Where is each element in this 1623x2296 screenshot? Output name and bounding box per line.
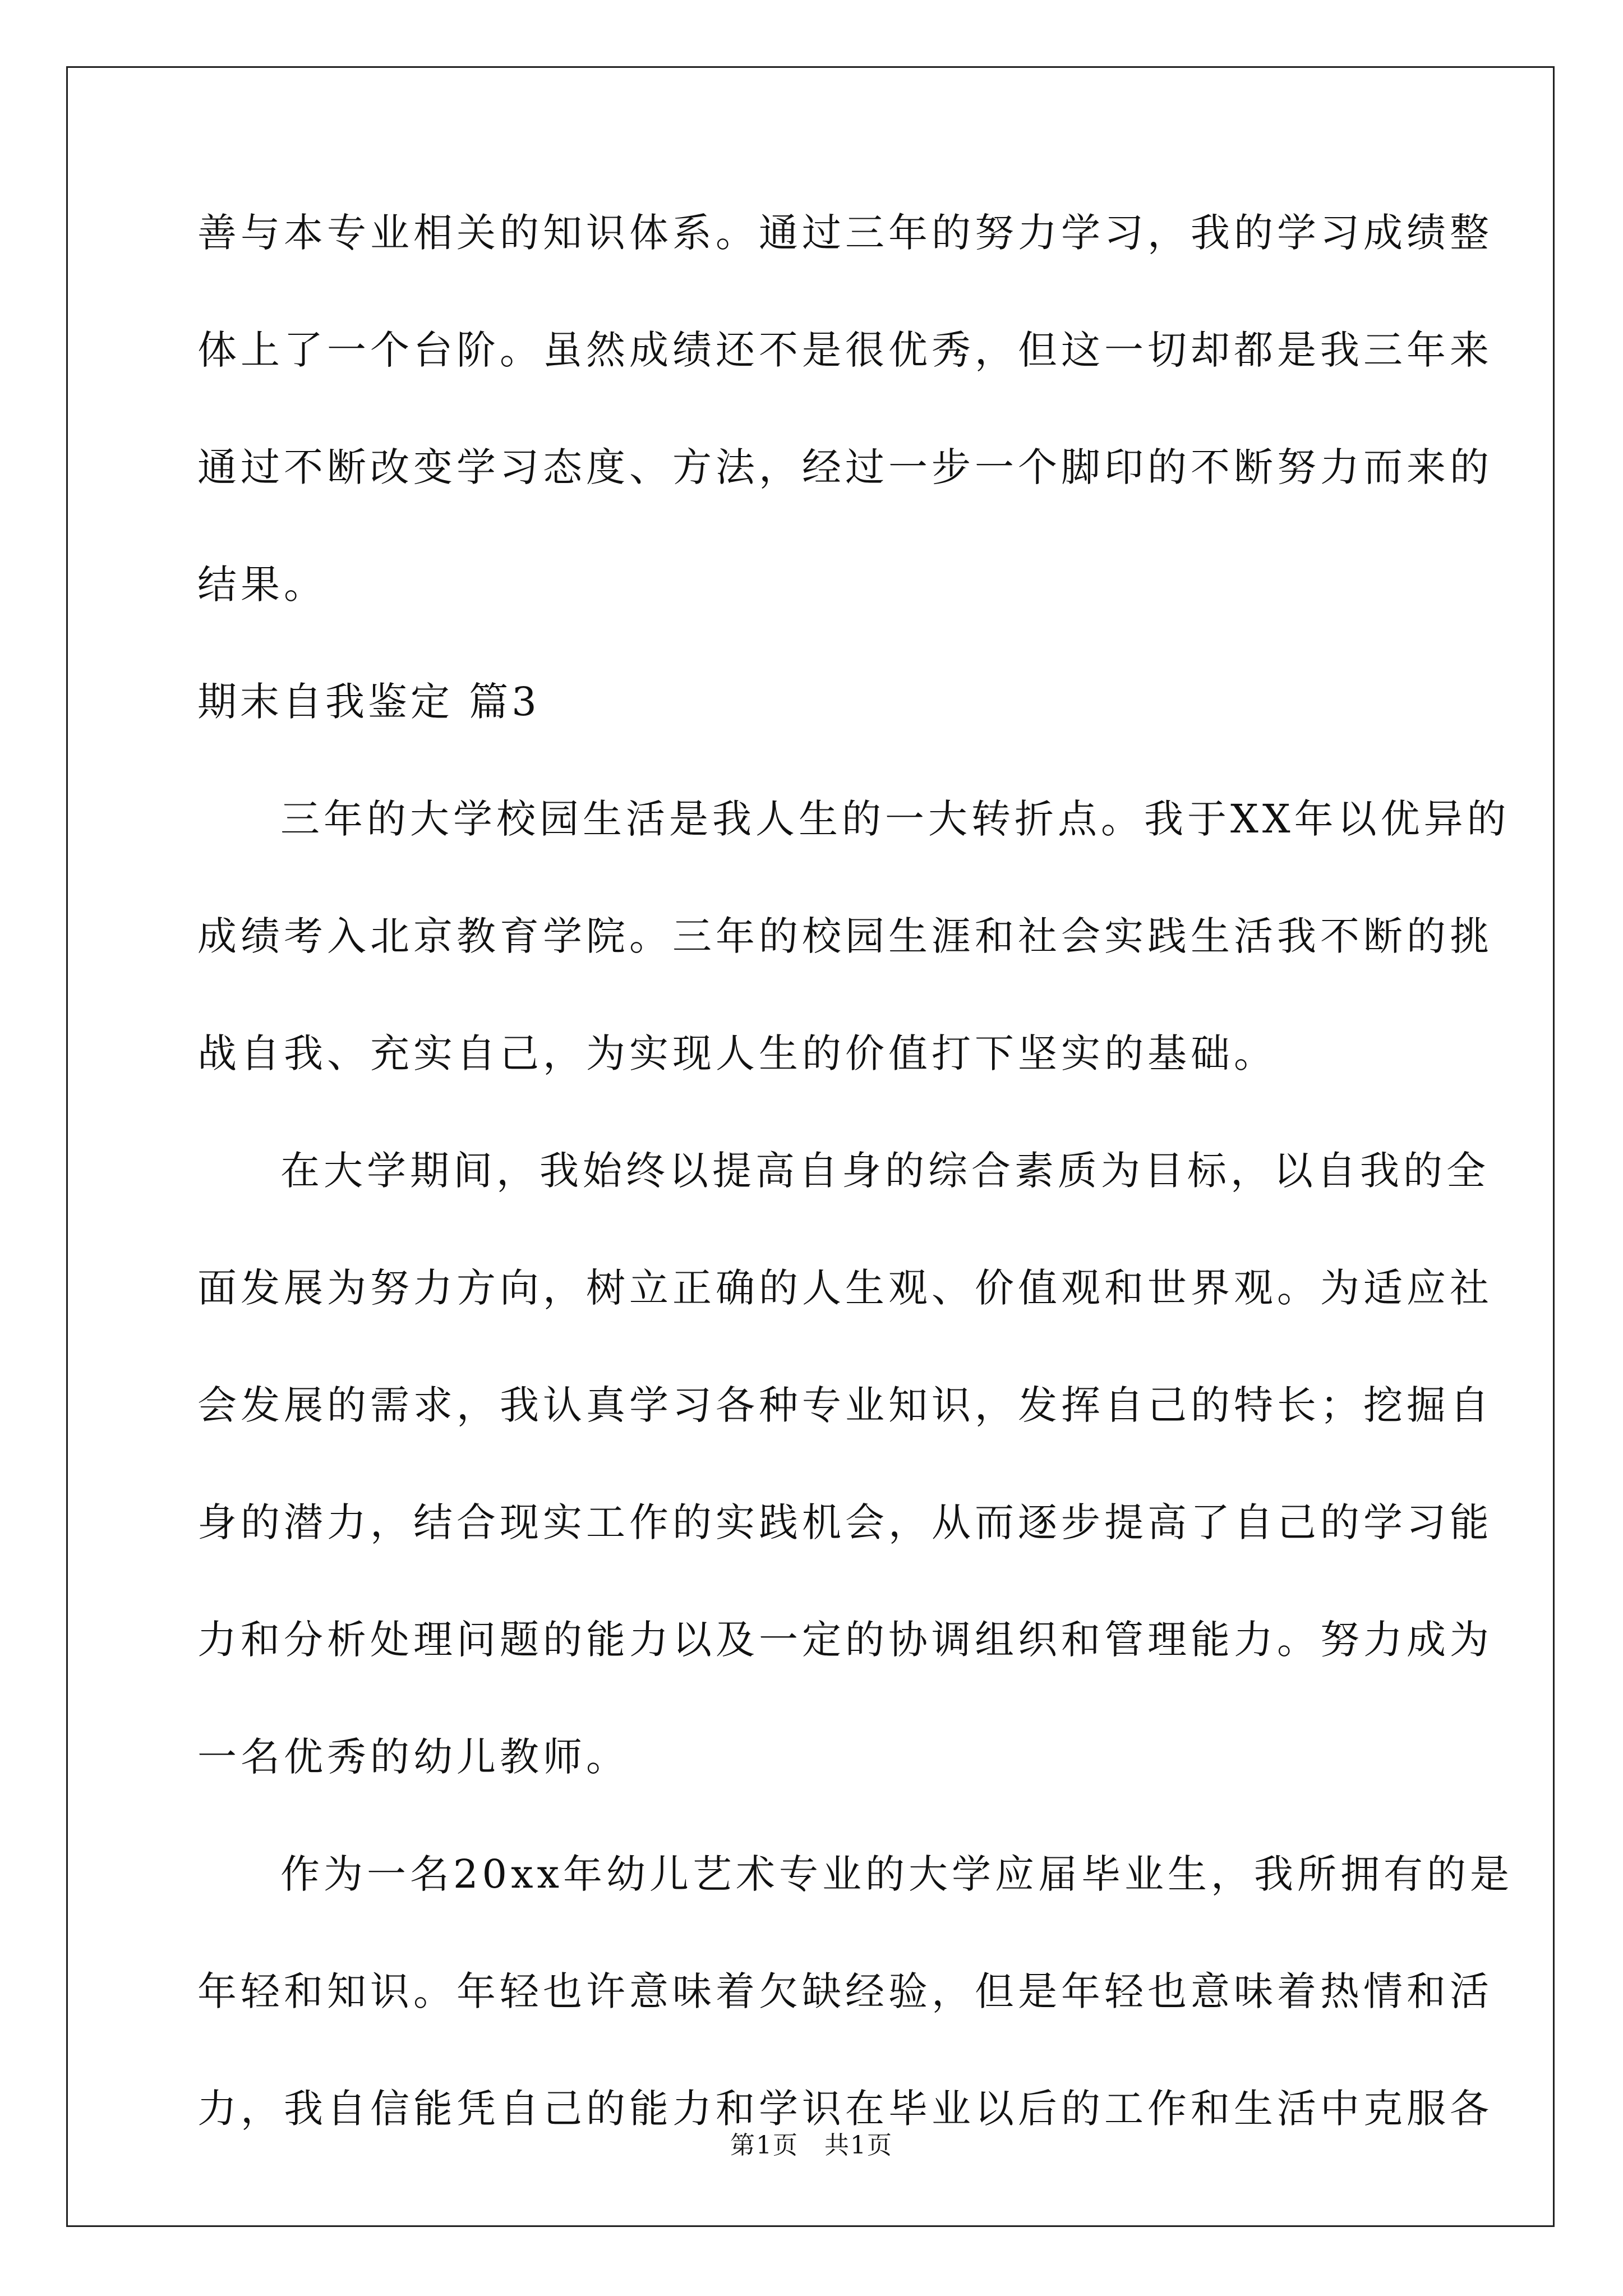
paragraph-line: 身的潜力，结合现实工作的实践机会，从而逐步提高了自己的学习能 — [197, 1499, 1493, 1545]
paragraph-line: 力和分析处理问题的能力以及一定的协调组织和管理能力。努力成为 — [197, 1617, 1493, 1663]
paragraph-line: 三年的大学校园生活是我人生的一大转折点。我于XX年以优异的 — [280, 796, 1510, 842]
paragraph-line: 面发展为努力方向，树立正确的人生观、价值观和世界观。为适应社 — [197, 1265, 1493, 1311]
paragraph-line: 战自我、充实自己，为实现人生的价值打下坚实的基础。 — [197, 1030, 1277, 1076]
text-line: 通过不断改变学习态度、方法，经过一步一个脚印的不断努力而来的 — [197, 444, 1493, 490]
paragraph-line: 在大学期间，我始终以提高自身的综合素质为目标，以自我的全 — [280, 1148, 1490, 1194]
paragraph-line: 作为一名20xx年幼儿艺术专业的大学应届毕业生，我所拥有的是 — [280, 1851, 1514, 1897]
text-line: 结果。 — [197, 562, 327, 608]
paragraph-line: 力，我自信能凭自己的能力和学识在毕业以后的工作和生活中克服各 — [197, 2086, 1493, 2132]
document-body — [197, 210, 1514, 2132]
page-footer: 第1页 共1页 — [730, 2131, 893, 2160]
paragraph-line: 一名优秀的幼儿教师。 — [197, 1734, 629, 1780]
paragraph-line: 成绩考入北京教育学院。三年的校园生涯和社会实践生活我不断的挑 — [197, 913, 1493, 959]
paragraph-line: 会发展的需求，我认真学习各种专业知识，发挥自己的特长；挖掘自 — [197, 1382, 1493, 1428]
section-heading: 期末自我鉴定 篇3 — [197, 679, 540, 725]
text-line: 体上了一个台阶。虽然成绩还不是很优秀，但这一切却都是我三年来 — [197, 327, 1493, 373]
text-line: 善与本专业相关的知识体系。通过三年的努力学习，我的学习成绩整 — [197, 210, 1493, 256]
paragraph-line: 年轻和知识。年轻也许意味着欠缺经验，但是年轻也意味着热情和活 — [197, 1968, 1493, 2014]
